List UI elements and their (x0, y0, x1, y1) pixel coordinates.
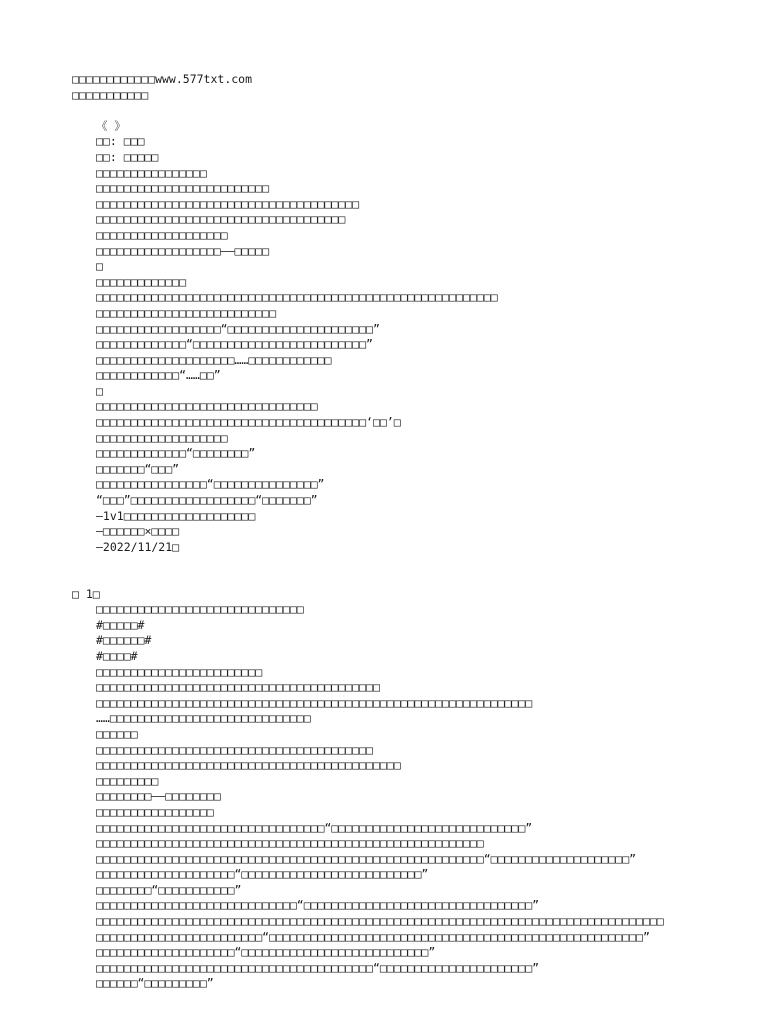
chapter-line: □□□□□□□□□□□□□□□□□□□□□□□□□□□□□□□□□□□□□□□□ (96, 742, 373, 757)
chapter-line: □□□□□□□□□□□□□□□□□□□□□□□□□□□□□□□□□□□□□□□□□ (96, 680, 380, 695)
intro-line: □□□□□□□□□□□□□□□□□□□□□□□□□□□□□□□□□□□□□□□□□□□□□□□□□□□□□□□□□□ (96, 290, 498, 305)
chapter-body (72, 602, 712, 992)
intro-line: —□□□□□□×□□□□ (96, 524, 180, 539)
intro-line: □ (96, 383, 103, 398)
intro-line: □ (96, 259, 103, 274)
intro-line: □□□□□□□“□□□” (96, 461, 180, 476)
chapter-line: □□□□□□□□□□□□□□□□□ (96, 804, 214, 819)
intro-line: □□□□□□□□□□□□□“□□□□□□□□” (96, 446, 256, 461)
intro-line: “□□□”□□□□□□□□□□□□□□□□□□“□□□□□□□” (96, 493, 318, 508)
chapter-line: □□□□□□□□□□□□□□□□□□□□□□□□□□□□□□□□□□□□□□□□□□□□□□□□□□□□□□□□ (96, 836, 484, 851)
intro-line: □□□□□□□□□□□□□“□□□□□□□□□□□□□□□□□□□□□□□□□” (96, 337, 373, 352)
intro-line: □□□□□□□□□□□□□□□□“□□□□□□□□□□□□□□□” (96, 477, 325, 492)
intro-line: □□□□□□□□□□□□□□□□□□□□□□□□□ (96, 181, 270, 196)
chapter-line: □□□□□□ (96, 726, 138, 741)
chapter-line: □□□□□□□□□□□□□□□□□□□□□□□□ (96, 664, 263, 679)
intro-line: □□□□□□□□□□□□□□□□□□□□□□□□□□□□□□□□ (96, 399, 318, 414)
chapter-line: □□□□□□□□□□□□□□□□□□□□“□□□□□□□□□□□□□□□□□□□□□□□□□□□” (96, 945, 436, 960)
intro-line: □□□□□□□□□□□□“……□□” (96, 368, 221, 383)
intro-line: □□: □□□ (96, 134, 145, 149)
book-intro (72, 119, 712, 556)
document-page (72, 72, 712, 992)
intro-line: □□□□□□□□□□□□□□□□□□“□□□□□□□□□□□□□□□□□□□□□” (96, 321, 380, 336)
intro-line: □□: □□□□□ (96, 149, 159, 164)
chapter-line: □□□□□□□□□□□□□□□□□□□□“□□□□□□□□□□□□□□□□□□□□□□□□□□” (96, 867, 429, 882)
chapter-line: #□□□□□□# (96, 633, 152, 648)
chapter-line: □□□□□□□□□□□□□□□□□□□□□□□□□□□□□□□□□□□□□□□□□□□□□□□□□□□□□□□□□□□□□□□□□□□□□□□□□□□□□□□□□□ (96, 914, 664, 929)
chapter-line: #□□□□# (96, 648, 138, 663)
chapter-line: □□□□□□□□□□□□□□□□□□□□□□□□□□□□□□□□□□□□□□□□□□□□ (96, 758, 401, 773)
chapter-line: □□□□□□□□□□□□□□□□□□□□□□□□□□□□□□□□□“□□□□□□□□□□□□□□□□□□□□□□□□□□□□” (96, 820, 533, 835)
intro-line: □□□□□□□□□□□□□□□□□□□□□□□□□□ (96, 305, 277, 320)
chapter-line: □□□□□□□□□□□□□□□□□□□□□□□□□□□□□□□□□□□□□□□□□□□□□□□□□□□□□□□□“□□□□□□□□□□□□□□□□□□□□” (96, 851, 637, 866)
intro-line: □□□□□□□□□□□□□□□□□□□□……□□□□□□□□□□□□ (96, 352, 332, 367)
chapter-title: □ 1□ (72, 586, 100, 601)
intro-line: —2022/11/21□ (96, 539, 180, 554)
chapter-line: □□□□□□□□□□□□□□□□□□□□□□□□□□□□□□□□□□□□□□□□□□□□□□□□□□□□□□□□□□□□□□□ (96, 695, 533, 710)
intro-line: □□□□□□□□□□□□□ (96, 274, 187, 289)
intro-line: □□□□□□□□□□□□□□□□□□□ (96, 430, 228, 445)
intro-line: □□□□□□□□□□□□□□□□□□——□□□□□ (96, 243, 270, 258)
chapter-line: ……□□□□□□□□□□□□□□□□□□□□□□□□□□□□□ (96, 711, 311, 726)
chapter-line: □□□□□□□□“□□□□□□□□□□□” (96, 882, 242, 897)
intro-line: 《 》 (96, 118, 126, 133)
chapter-line: □□□□□□□□□□□□□□□□□□□□□□□□“□□□□□□□□□□□□□□□□□□□□□□□□□□□□□□□□□□□□□□□□□□□□□□□□□□□□□□” (96, 929, 650, 944)
chapter-line: #□□□□□# (96, 617, 145, 632)
chapter-line: □□□□□□□□□ (96, 773, 159, 788)
site-header-line: □□□□□□□□□□□□www.577txt.com (72, 72, 253, 86)
intro-line: □□□□□□□□□□□□□□□□□□□ (96, 227, 228, 242)
site-subheader-line: □□□□□□□□□□□ (72, 87, 149, 102)
chapter-line: □□□□□□□□□□□□□□□□□□□□□□□□□□□□□□□□□□□□□□□□“□□□□□□□□□□□□□□□□□□□□□□” (96, 960, 540, 975)
intro-line: □□□□□□□□□□□□□□□□□□□□□□□□□□□□□□□□□□□□ (96, 212, 346, 227)
chapter-line: □□□□□□□□□□□□□□□□□□□□□□□□□□□□□“□□□□□□□□□□□□□□□□□□□□□□□□□□□□□□□□□” (96, 898, 540, 913)
intro-line: □□□□□□□□□□□□□□□□□□□□□□□□□□□□□□□□□□□□□□ (96, 196, 360, 211)
chapter-line: □□□□□□□□——□□□□□□□□ (96, 789, 221, 804)
chapter-line: □□□□□□□□□□□□□□□□□□□□□□□□□□□□□□ (96, 602, 304, 617)
intro-line: □□□□□□□□□□□□□□□□□□□□□□□□□□□□□□□□□□□□□□□‘□□’□ (96, 415, 401, 430)
intro-line: —1v1□□□□□□□□□□□□□□□□□□□ (96, 508, 256, 523)
chapter-line: □□□□□□“□□□□□□□□□” (96, 976, 214, 991)
intro-line: □□□□□□□□□□□□□□□□ (96, 165, 207, 180)
